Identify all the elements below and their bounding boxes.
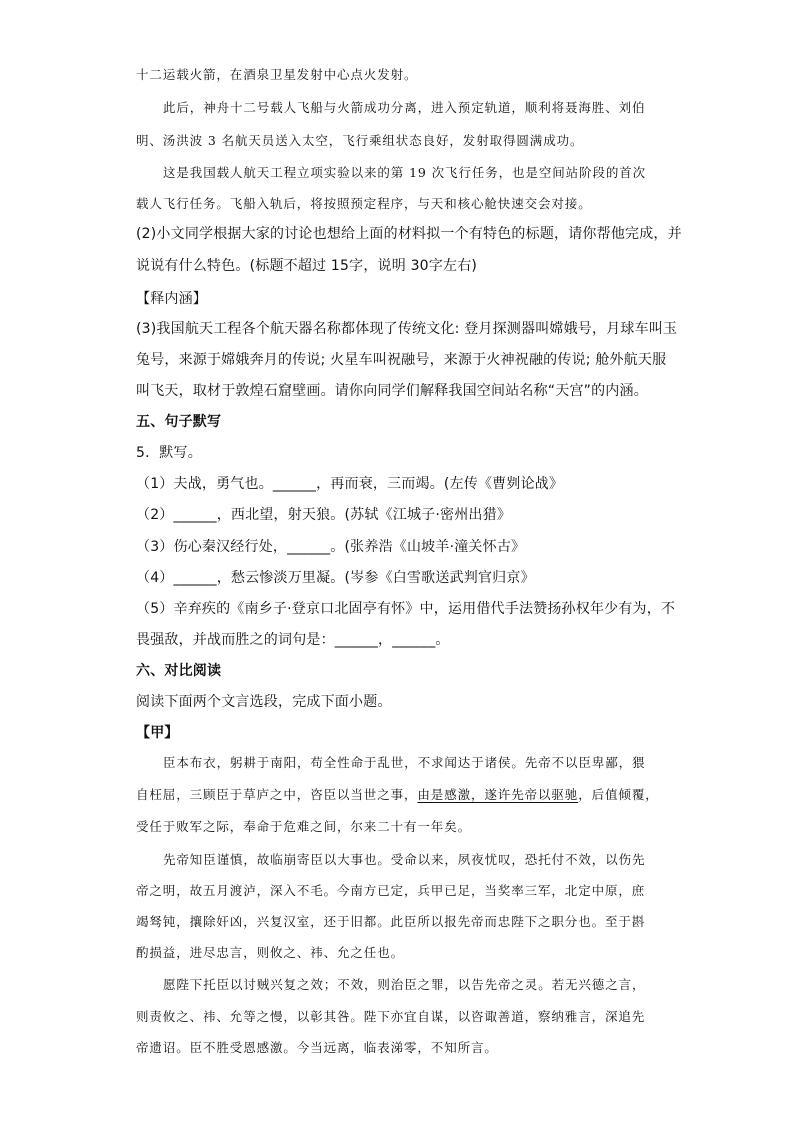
classical-line: 帝之明，故五月渡泸，深入不毛。今南方已定，兵甲已足，当奖率三军，北定中原，庶 [136,883,646,898]
classical-line: 愿陛下托臣以讨贼兴复之效；不效，则治臣之罪，以告先帝之灵。若无兴德之言， [163,977,646,992]
underlined-phrase: 由是感激，遂许先帝以驱驰 [417,787,579,802]
question-5-label: 5．默写。 [136,445,202,461]
classical-line: 受任于败军之际，奉命于危难之间，尔来二十有一年矣。 [136,819,472,834]
classical-line: 酌损益，进尽忠言，则攸之、祎、允之任也。 [136,945,405,960]
passage-line: 十二运载火箭，在酒泉卫星发射中心点火发射。 [136,67,418,82]
section-6-title: 六、对比阅读 [136,663,222,679]
classical-line: 则责攸之、祎、允等之慢，以彰其咎。陛下亦宜自谋，以咨诹善道，察纳雅言，深追先 [136,1009,646,1024]
passage-line: 明、汤洪波 3 名航天员送入太空，飞行乘组状态良好，发射取得圆满成功。 [136,133,584,148]
question-3-line: 叫飞天，取材于敦煌石窟壁画。请你向同学们解释我国空间站名称“天宫”的内涵。 [136,383,648,399]
classical-line: 臣本布衣，躬耕于南阳，苟全性命于乱世，不求闻达于诸侯。先帝不以臣卑鄙，猥 [163,755,646,770]
passage-line: 此后，神舟十二号载人飞船与火箭成功分离，进入预定轨道，顺利将聂海胜、刘伯 [163,100,646,115]
recitation-item: （5）辛弃疾的《南乡子·登京口北固亭有怀》中，运用借代手法赞扬孙权年少有为，不 [136,601,676,617]
section-heading-interpret: 【释内涵】 [136,291,207,307]
question-2-line: (2)小文同学根据大家的讨论也想给上面的材料拟一个有特色的标题，请你帮他完成，并 [136,226,682,242]
passage-line: 载人飞行任务。飞船入轨后，将按照预定程序，与天和核心舱快速交会对接。 [136,196,592,211]
question-3-line: (3)我国航天工程各个航天器名称都体现了传统文化: 登月探测器叫嫦娥号，月球车叫玉 [136,321,678,337]
recitation-item: （1）夫战，勇气也。______，再而衰，三而竭。(左传《曹刿论战》 [136,476,564,492]
recitation-item: （4）______，愁云惨淡万里凝。(岑参《白雪歌送武判官归京》 [136,570,535,586]
classical-line: 先帝知臣谨慎，故临崩寄臣以大事也。受命以来，夙夜忧叹，恐托付不效，以伤先 [163,852,646,867]
question-2-line: 说说有什么特色。(标题不超过 15字，说明 30字左右) [136,258,478,274]
classical-text: ，后值倾覆， [578,787,659,802]
recitation-item: （3）伤心秦汉经行处，______。(张养浩《山坡羊·潼关怀古》 [136,539,526,555]
classical-line: 竭驽钝，攘除奸凶，兴复汉室，还于旧都。此臣所以报先帝而忠陛下之职分也。至于斟 [136,914,646,929]
classical-line [136,785,659,805]
question-3-line: 兔号，来源于嫦娥奔月的传说; 火星车叫祝融号，来源于火神祝融的传说; 舱外航天服 [136,352,667,368]
classical-line: 帝遗诏。臣不胜受恩感激。今当远离，临表涕零，不知所言。 [136,1040,498,1055]
recitation-item: 畏强敌，并战而胜之的词句是：______，______。 [136,632,450,648]
excerpt-jia-label: 【甲】 [136,725,179,741]
section-5-title: 五、句子默写 [136,414,222,430]
passage-line: 这是我国载人航天工程立项实验以来的第 19 次飞行任务，也是空间站阶段的首次 [163,165,647,180]
section-6-instruction: 阅读下面两个文言选段，完成下面小题。 [136,694,392,710]
recitation-item: （2）______，西北望，射天狼。(苏轼《江城子·密州出猎》 [136,507,512,523]
classical-text: 自枉屈，三顾臣于草庐之中，咨臣以当世之事， [136,787,418,802]
